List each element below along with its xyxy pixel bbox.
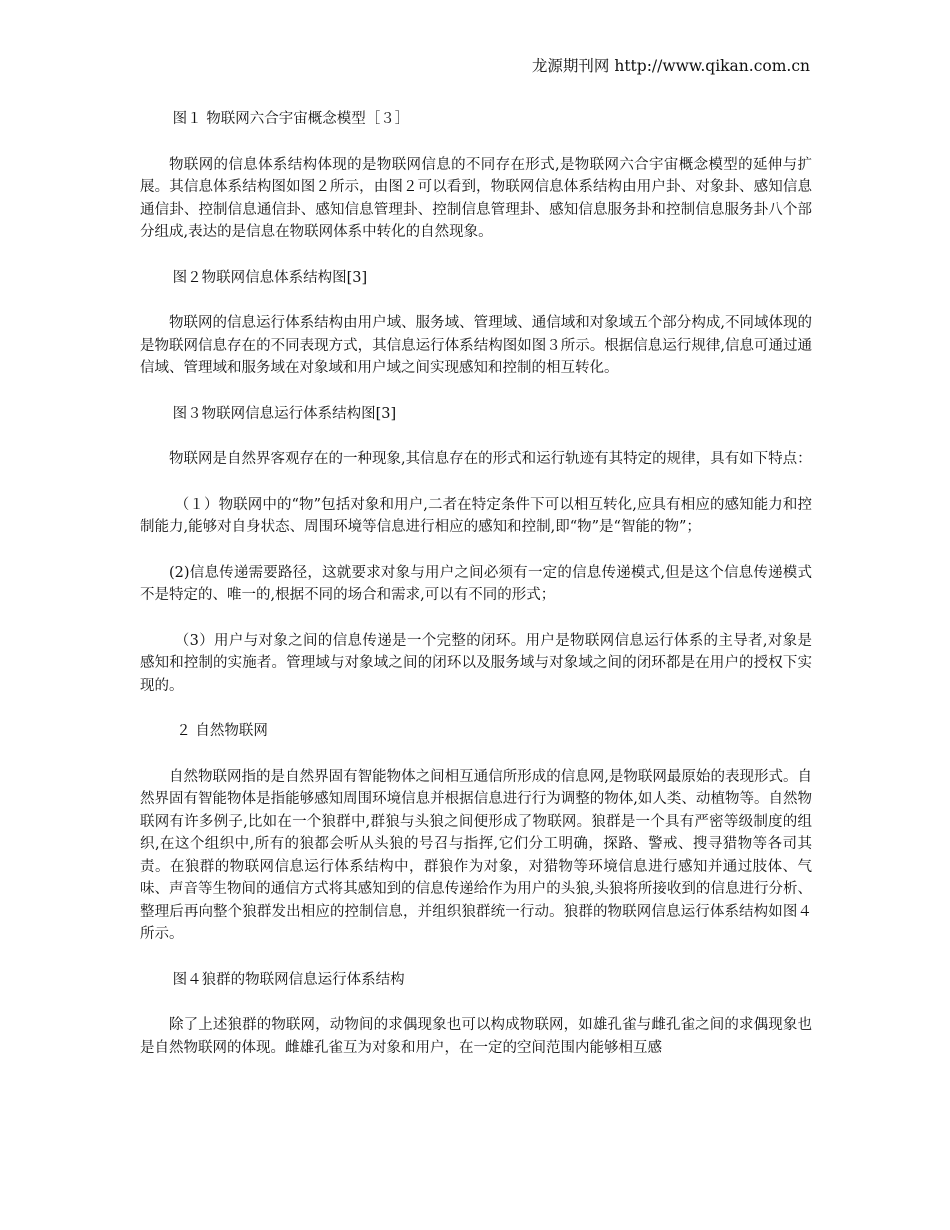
paragraph-runtime-architecture: 物联网的信息运行体系结构由用户域、服务域、管理域、通信域和对象域五个部分构成,不同域体现的是物联网信息存在的不同表现方式，其信息运行体系结构图如图３所示。根据信息运行规律,信息可通过通信域、管理域和服务域在对象域和用户域之间实现感知和控制的相互转化。	[140, 315, 812, 376]
figure-4-caption: 图４狼群的物联网信息运行体系结构	[172, 971, 405, 988]
paragraph-characteristics-intro: 物联网是自然界客观存在的一种现象,其信息存在的形式和运行轨迹有其特定的规律，具有如下特点：	[169, 451, 812, 467]
paragraph-courtship-iot: 除了上述狼群的物联网，动物间的求偶现象也可以构成物联网，如雄孔雀与雌孔雀之间的求偶现象也是自然物联网的体现。雌雄孔雀互为对象和用户，在一定的空间范围内能够相互感	[140, 1017, 812, 1056]
paragraph-info-architecture: 物联网的信息体系结构体现的是物联网信息的不同存在形式,是物联网六合宇宙概念模型的延伸与扩展。其信息体系结构图如图２所示，由图２可以看到，物联网信息体系结构由用户卦、对象卦、感知信息通信卦、控制信息通信卦、感知信息管理卦、控制信息管理卦、感知信息服务卦和控制信息服务卦八个部分组成,表达的是信息在物联网体系中转化的自然现象。	[140, 156, 812, 240]
list-item-2: (2)信息传递需要路径，这就要求对象与用户之间必须有一定的信息传递模式,但是这个信息传递模式不是特定的、唯一的,根据不同的场合和需求,可以有不同的形式；	[140, 564, 812, 603]
document-body	[140, 108, 812, 1082]
paragraph-natural-iot: 自然物联网指的是自然界固有智能物体之间相互通信所形成的信息网,是物联网最原始的表现形式。自然界固有智能物体是指能够感知周围环境信息并根据信息进行行为调整的物体,如人类、动植物等。自然物联网有许多例子,比如在一个狼群中,群狼与头狼之间便形成了物联网。狼群是一个具有严密等级制度的组织,在这个组织中,所有的狼都会听从头狼的号召与指挥,它们分工明确，探路、警戒、搜寻猎物等各司其责。在狼群的物联网信息运行体系结构中，群狼作为对象，对猎物等环境信息进行感知并通过肢体、气味、声音等生物间的通信方式将其感知到的信息传递给作为用户的头狼,头狼将所接收到的信息进行分析、整理后再向整个狼群发出相应的控制信息，并组织狼群统一行动。狼群的物联网信息运行体系结构如图４所示。	[140, 768, 812, 942]
figure-3-caption: 图３物联网信息运行体系结构图[3]	[172, 405, 397, 422]
figure-2-caption: 图２物联网信息体系结构图[3]	[172, 269, 368, 286]
section-2-heading: ２ 自然物联网	[176, 723, 268, 739]
list-item-3: （3）用户与对象之间的信息传递是一个完整的闭环。用户是物联网信息运行体系的主导者,对象是感知和控制的实施者。管理域与对象域之间的闭环以及服务域与对象域之间的闭环都是在用户的授权下实现的。	[140, 632, 812, 694]
page-header-source: 龙源期刊网 http://www.qikan.com.cn	[531, 57, 810, 75]
figure-1-caption: 图１ 物联网六合宇宙概念模型［３］	[172, 111, 410, 127]
list-item-1: （１）物联网中的“物”包括对象和用户,二者在特定条件下可以相互转化,应具有相应的感知能力和控制能力,能够对自身状态、周围环境等信息进行相应的感知和控制,即“物”是“智能的物”；	[140, 496, 812, 535]
